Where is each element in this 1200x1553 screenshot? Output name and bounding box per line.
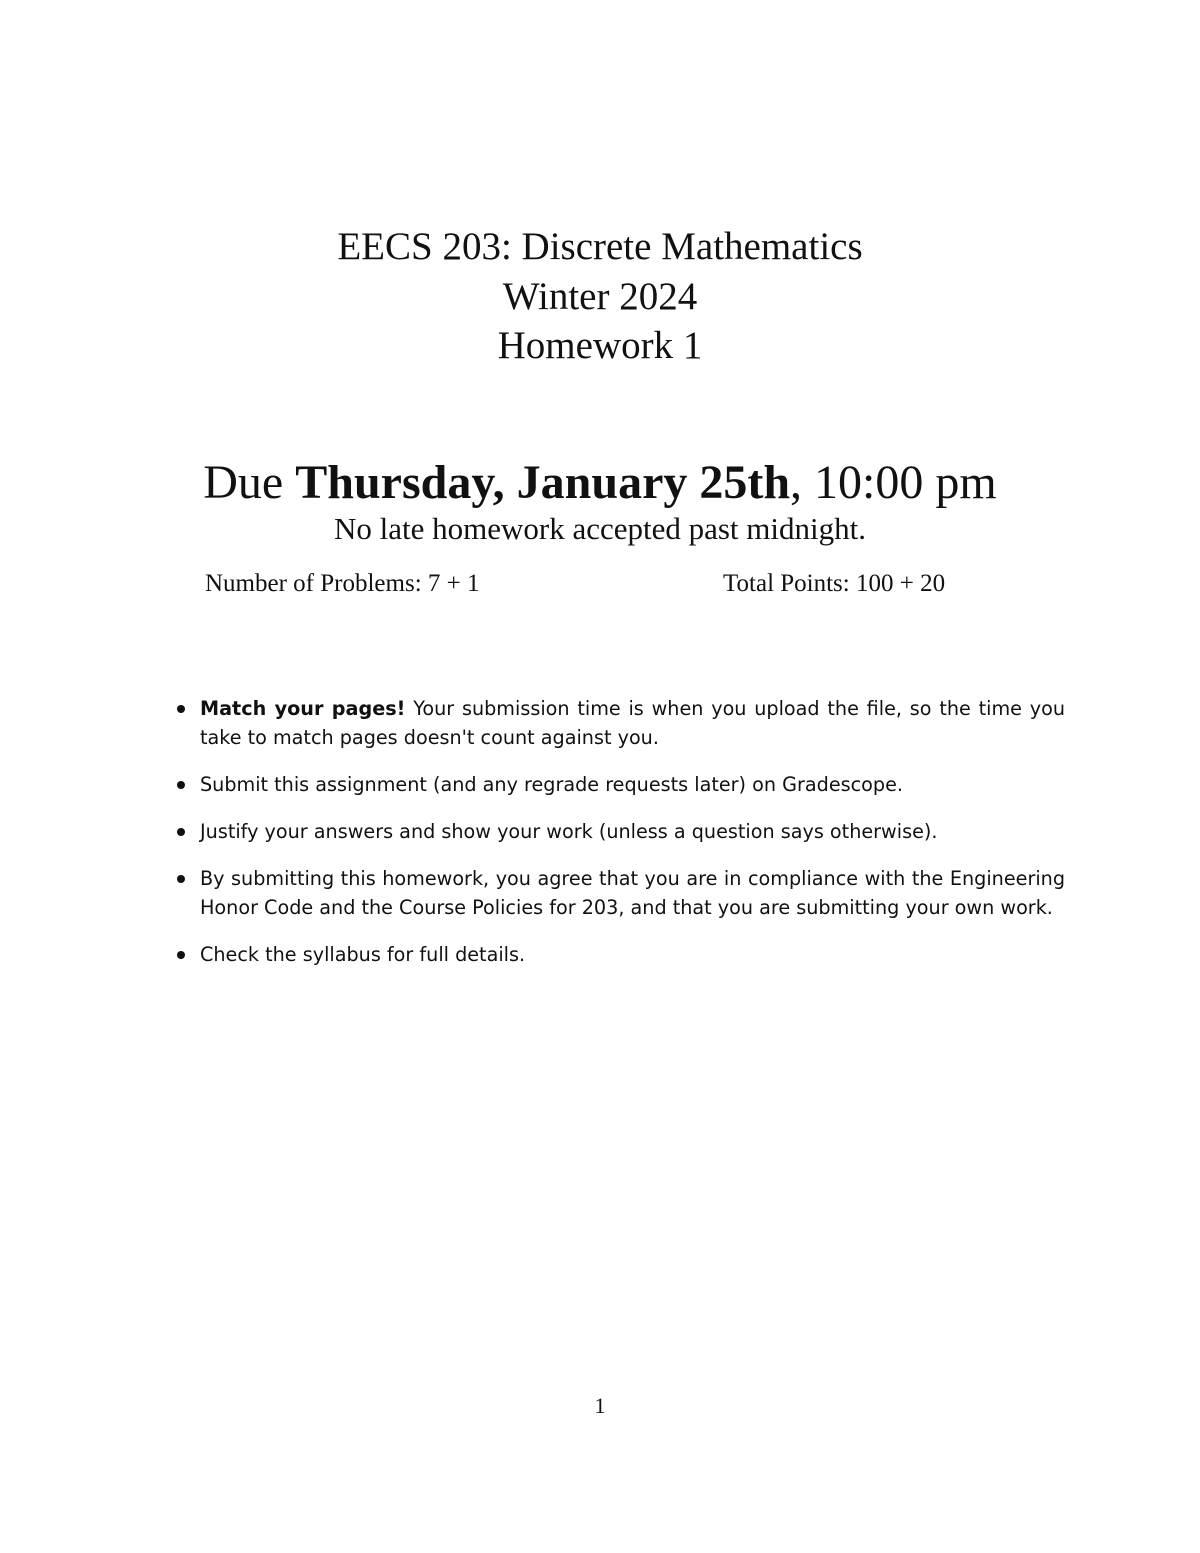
list-item [175,694,1065,752]
term-title: Winter 2024 [502,275,698,318]
bullet-icon [177,951,185,959]
list-item [175,940,1065,969]
match-pages-emphasis: Match your pages! [200,697,406,720]
honor-code-text: By submitting this homework, you agree that you are in compliance with the Engineering Honor Code and the Course Policies for 203, and that you are submitting your own work. [200,867,1065,919]
list-item [175,864,1065,922]
course-title: EECS 203: Discrete Mathematics [337,225,863,268]
due-prefix: Due [203,456,296,509]
match-pages-text: Your submission time is when you upload the file, so the time you take to match pages doesn't count against you. [200,697,1065,749]
total-points: Total Points: 100 + 20 [723,570,946,597]
due-date: Thursday, January 25th [295,456,791,509]
bullet-icon [177,875,185,883]
number-of-problems: Number of Problems: 7 + 1 [205,570,480,597]
page-number: 1 [594,1393,606,1418]
assignment-title: Homework 1 [497,324,703,367]
syllabus-text: Check the syllabus for full details. [200,943,526,966]
submit-text: Submit this assignment (and any regrade requests later) on Gradescope. [200,773,904,796]
instructions-list [175,694,1065,987]
list-item [175,770,1065,799]
bullet-icon [177,705,185,713]
late-policy-note: No late homework accepted past midnight. [333,511,866,546]
due-time: , 10:00 pm [790,456,997,509]
list-item [175,817,1065,846]
due-line [0,455,1200,511]
bullet-icon [177,781,185,789]
justify-text: Justify your answers and show your work (unless a question says otherwise). [200,820,938,843]
bullet-icon [177,828,185,836]
